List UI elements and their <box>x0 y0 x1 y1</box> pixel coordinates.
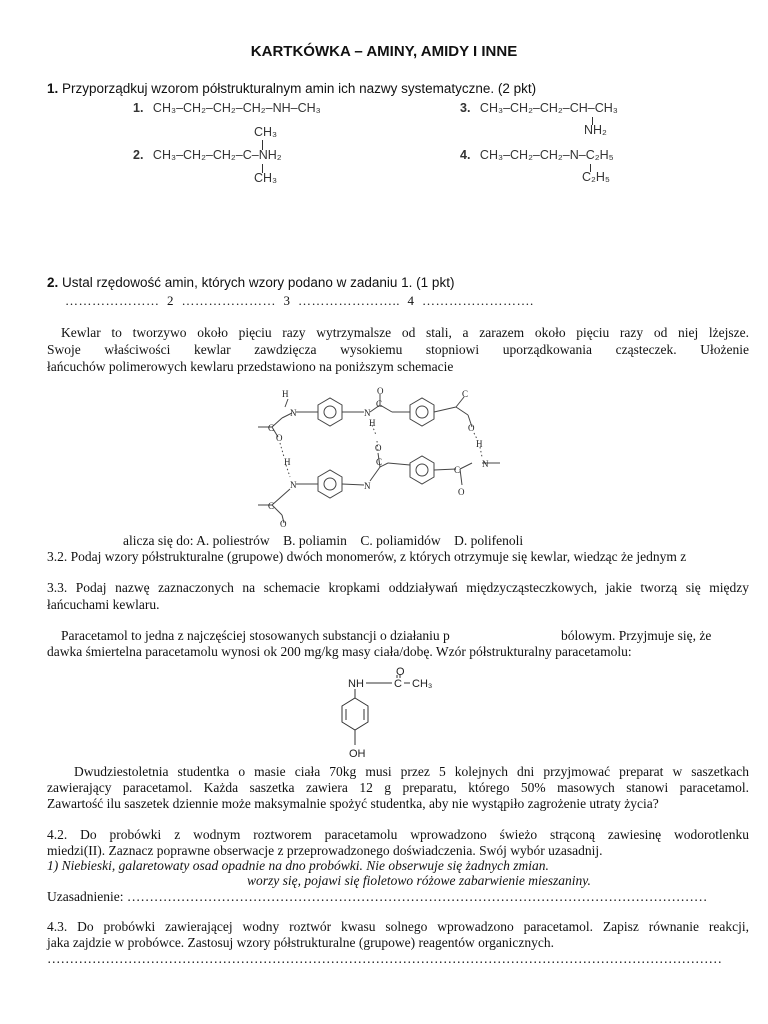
formula-4-text: CH₃–CH₂–CH₂–N–C₂H₅ <box>479 148 614 162</box>
paracetamol-intro-line-1a: Paracetamol to jedna z najczęściej stosowanych substancji o działaniu p <box>61 628 450 643</box>
formula-1 <box>133 101 321 115</box>
atom-label: C <box>268 423 275 433</box>
justification-line[interactable] <box>47 888 707 905</box>
atom-label: CH₃ <box>412 678 433 690</box>
question-1 <box>47 81 536 96</box>
atom-label: C <box>376 399 383 409</box>
atom-label: N <box>482 459 489 469</box>
question-2-text: Ustal rzędowość amin, których wzory podano w zadaniu 1. (1 pkt) <box>58 275 455 290</box>
option-2-text: worzy się, pojawi się fioletowo różowe zabarwienie mieszaniny. <box>247 873 591 888</box>
formula-1-text: CH₃–CH₂–CH₂–CH₂–NH–CH₃ <box>152 101 321 115</box>
justification-dots: ………………………………………………………………………………………………………………… <box>126 889 708 904</box>
answer-line: ………………… 2 ………………… 3 ………………….. 4 ……………………. <box>65 293 534 308</box>
question-2 <box>47 275 454 290</box>
kevlar-intro-line-1: Kewlar to tworzywo około pięciu razy wytrzymalsze od stali, a zarazem około pięciu razy od niej lżejsze. <box>61 325 749 340</box>
page-title: KARTKÓWKA – AMINY, AMIDY I INNE <box>250 43 518 60</box>
atom-label: O <box>276 433 283 443</box>
atom-label: H <box>476 439 483 449</box>
question-4-2-line-2: miedzi(II). Zaznacz poprawne obserwacje z przeprowadzonego doświadczenia. Swój wybór uzasadnij. <box>47 843 603 858</box>
question-3-3-line-2: łańcuchami kewlaru. <box>47 597 160 612</box>
question-4-1-line-3: Zawartość ilu saszetek dziennie może maksymalnie spożyć studentka, aby nie wystąpiło zagrożenie utraty życia? <box>47 796 659 811</box>
justification-label: Uzasadnienie: <box>47 889 127 904</box>
atom-label: N <box>364 408 371 418</box>
atom-label: N <box>290 408 297 418</box>
atom-label: O <box>280 519 287 529</box>
formula-2-number: 2. <box>133 148 144 162</box>
question-1-number: 1. <box>47 81 59 96</box>
atom-label: O <box>468 423 475 433</box>
paracetamol-structure-diagram <box>330 665 440 760</box>
formula-4-number: 4. <box>460 148 471 162</box>
kevlar-intro-line-3: łańcuchów polimerowych kewlaru przedstawiono na poniższym schemacie <box>47 359 454 374</box>
question-4-1-line-1: Dwudziestoletnia studentka o masie ciała 70kg musi przez 5 kolejnych dni przyjmować preparat w saszetkach <box>74 764 749 779</box>
atom-label: C <box>268 501 275 511</box>
formula-2 <box>133 148 282 162</box>
question-2-number: 2. <box>47 275 59 290</box>
formula-3-number: 3. <box>460 101 471 115</box>
atom-label: O <box>375 443 382 453</box>
paracetamol-intro-line-2: dawka śmiertelna paracetamolu wynosi ok 200 mg/kg masy ciała/dobę. Wzór półstrukturalny paracetamolu: <box>47 644 632 659</box>
atom-label: H <box>282 389 289 399</box>
atom-label: O <box>396 666 405 678</box>
kevlar-intro-line-2: Swoje właściwości kewlar zawdzięcza wysokiemu stopniowi uporządkowania cząsteczek. Ułożenie <box>47 342 749 357</box>
atom-label: OH <box>349 748 366 760</box>
formula-2-bottom: CH₃ <box>254 171 278 185</box>
question-3-3-line-1: 3.3. Podaj nazwę zaznaczonych na schemacie kropkami oddziaływań międzycząsteczkowych, jakie tworzą się między <box>47 580 749 595</box>
atom-label: H <box>284 457 291 467</box>
question-3-1: alicza się do: A. poliestrów B. poliamin C. poliamidów D. polifenoli <box>123 533 524 548</box>
formula-1-number: 1. <box>133 101 144 115</box>
atom-label: C <box>462 389 469 399</box>
atom-label: C <box>394 678 402 690</box>
paracetamol-intro-line-1b: bólowym. Przyjmuje się, że <box>561 628 712 643</box>
formula-3-bottom: NH₂ <box>584 123 607 137</box>
formula-3 <box>460 101 618 115</box>
atom-label: N <box>364 481 371 491</box>
question-1-text: Przyporządkuj wzorom półstrukturalnym amin ich nazwy systematyczne. (2 pkt) <box>58 81 537 96</box>
formula-4-bottom: C₂H₅ <box>582 170 610 184</box>
atom-label: C <box>454 465 461 475</box>
atom-label: O <box>458 487 465 497</box>
formula-3-text: CH₃–CH₂–CH₂–CH–CH₃ <box>479 101 618 115</box>
option-2[interactable] <box>247 872 591 889</box>
formula-2-text: CH₃–CH₂–CH₂–C–NH₂ <box>152 148 282 162</box>
answer-dots[interactable]: …………………………………………………………………………………………………………………………………… <box>47 951 722 966</box>
atom-label: N <box>290 480 297 490</box>
atom-label: O <box>377 386 384 396</box>
question-4-3-line-2: jaka zajdzie w probówce. Zastosuj wzory półstrukturalne (grupowe) reagentów organicznych. <box>47 935 554 950</box>
atom-label: H <box>369 418 376 428</box>
question-4-3-line-1: 4.3. Do probówki zawierającej wodny roztwór kwasu solnego wprowadzono paracetamol. Zapisz równanie reakcji, <box>47 919 749 934</box>
formula-4 <box>460 148 614 162</box>
question-3-2: 3.2. Podaj wzory półstrukturalne (grupowe) dwóch monomerów, z których otrzymuje się kewlar, wiedząc że jednym z <box>47 549 687 564</box>
question-4-1-line-2: zawierający paracetamol. Każda saszetka zawiera 12 g preparatu, którego 50% masowych stanowi paracetamol. <box>47 780 749 795</box>
formula-2-top: CH₃ <box>254 125 278 139</box>
atom-label: C <box>376 457 383 467</box>
atom-label: NH <box>348 678 364 690</box>
kevlar-structure-diagram <box>250 385 520 530</box>
option-1-text: 1) Niebieski, galaretowaty osad opadnie na dno probówki. Nie obserwuje się żadnych zmian. <box>47 858 549 873</box>
question-4-2-line-1: 4.2. Do probówki z wodnym roztworem paracetamolu wprowadzono świeżo strąconą zawiesinę wodorotlenku <box>47 827 749 842</box>
